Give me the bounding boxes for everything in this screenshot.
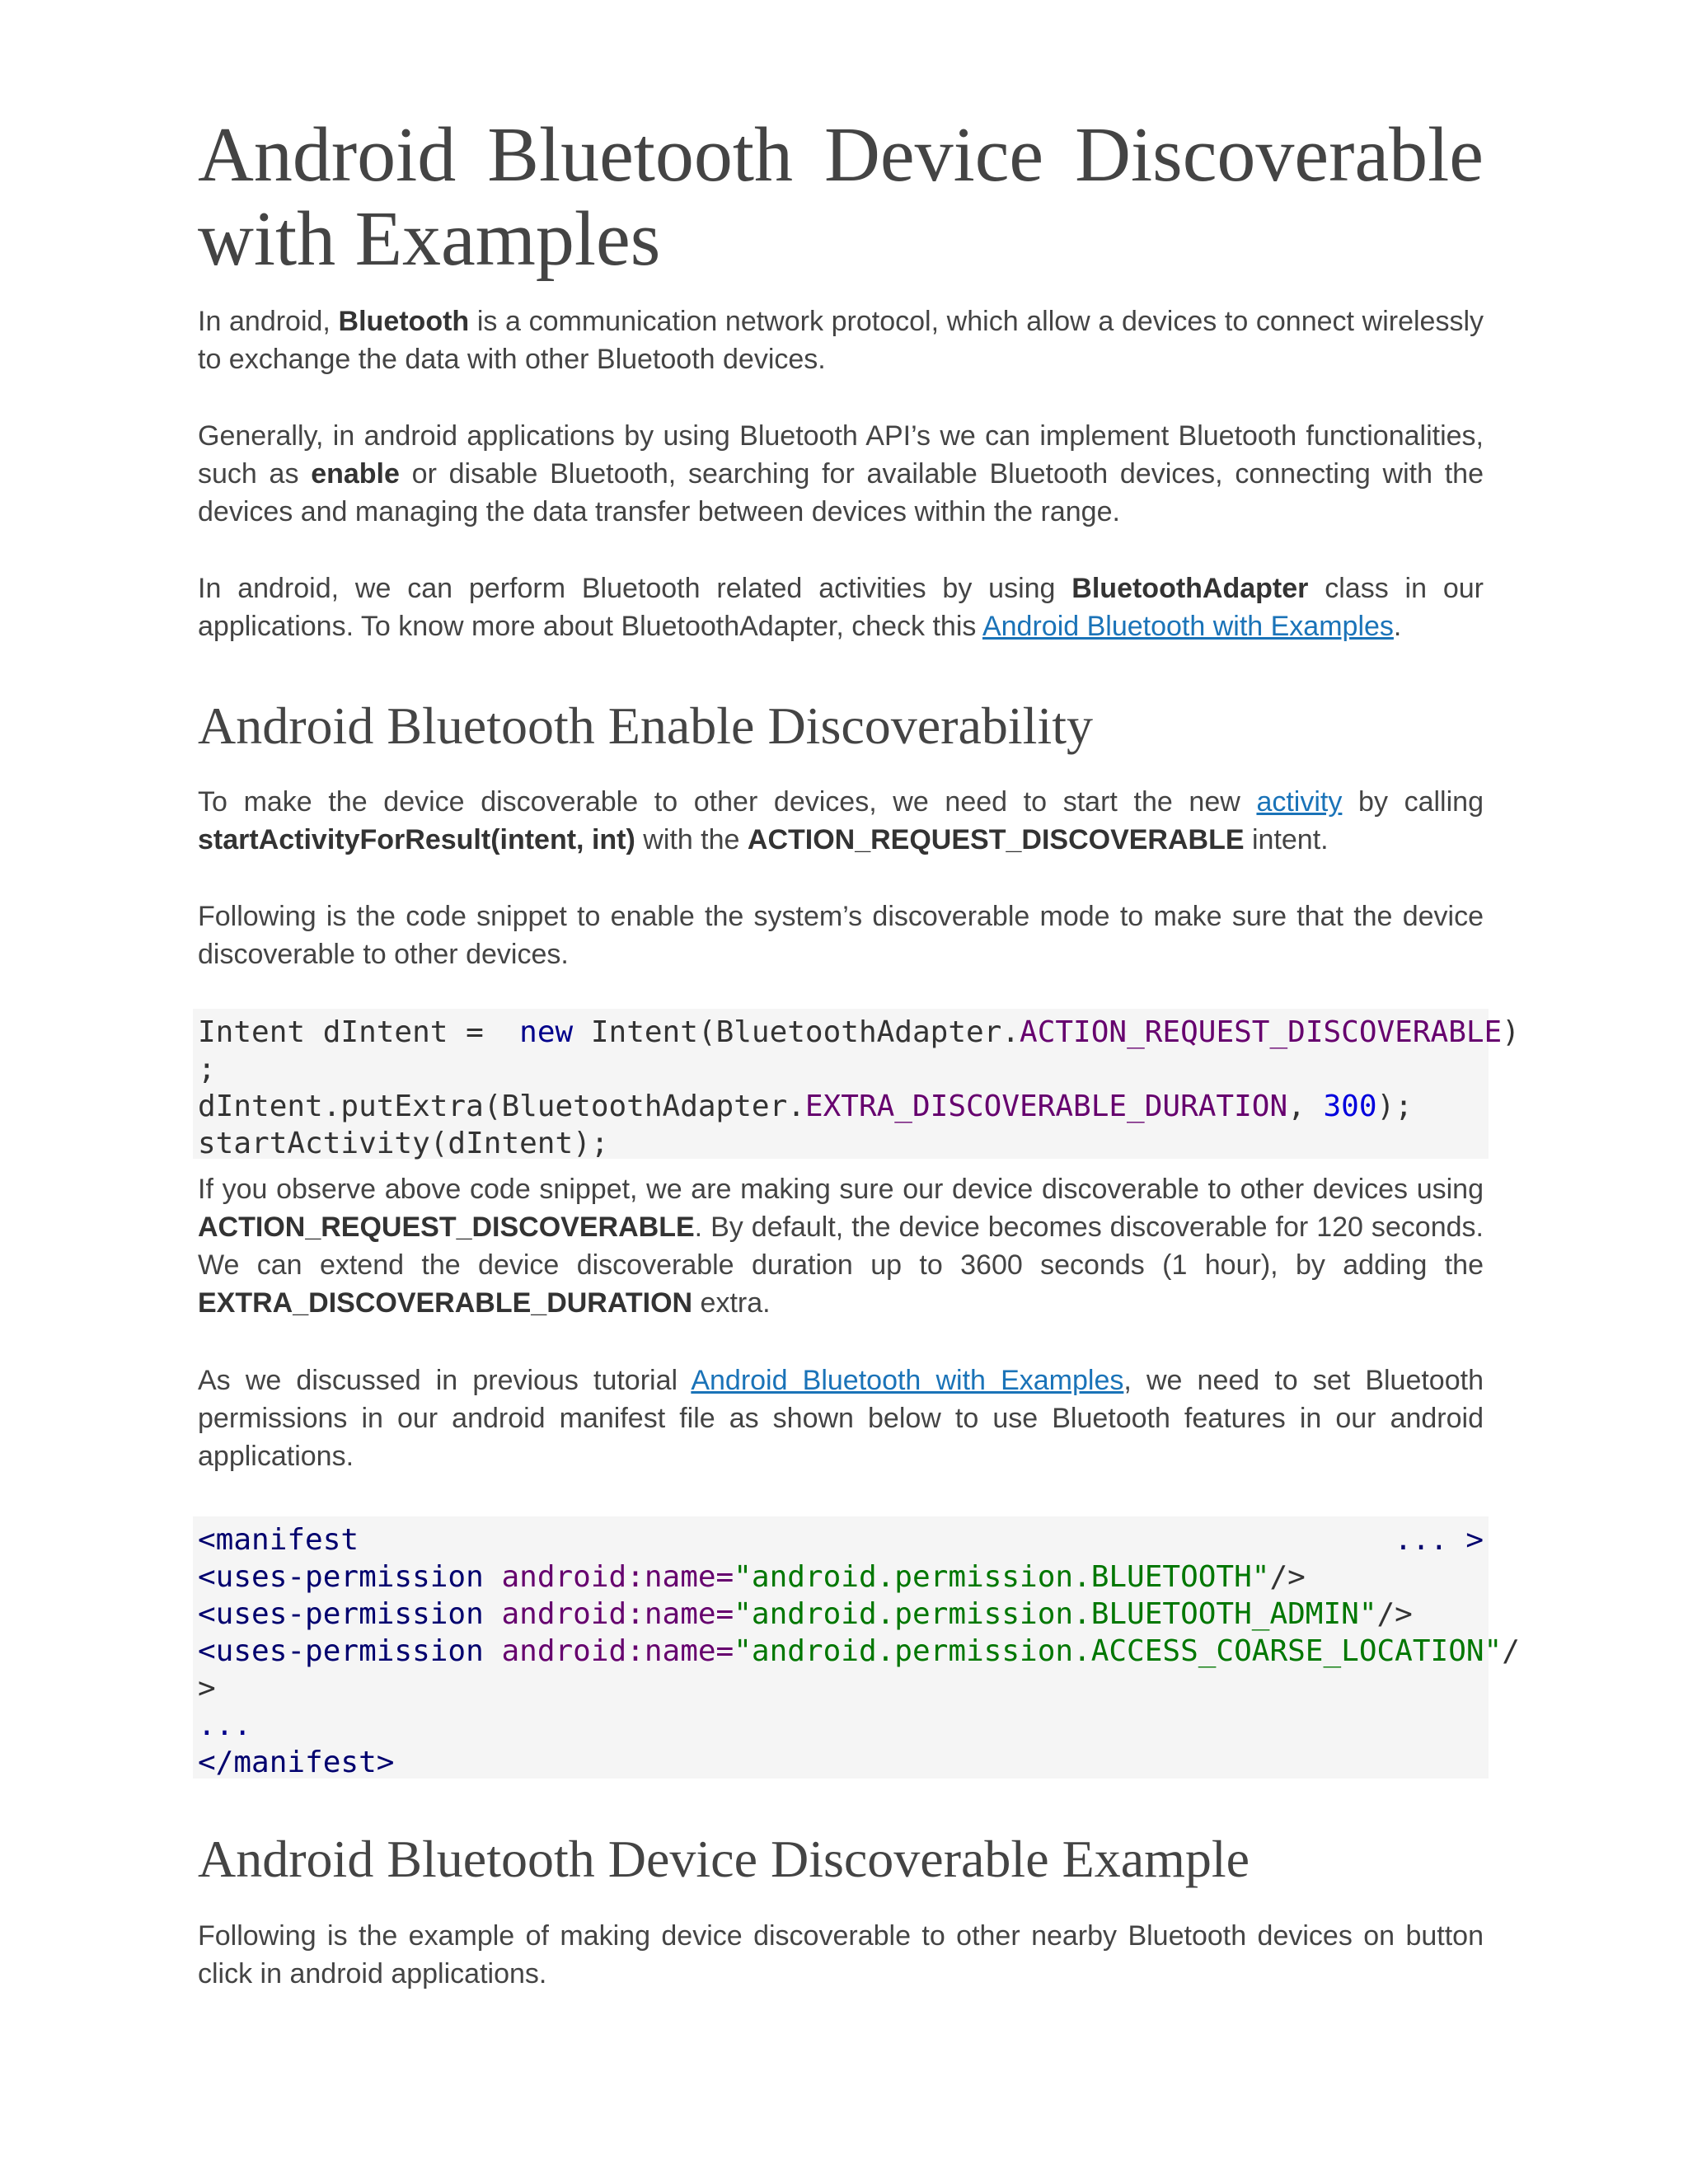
code-attr: android:name= xyxy=(501,1560,734,1594)
bold-term: ACTION_REQUEST_DISCOVERABLE xyxy=(198,1212,695,1243)
code-text: dIntent.putExtra(BluetoothAdapter. xyxy=(198,1090,805,1123)
text: In android, xyxy=(198,306,339,337)
code-text: ); xyxy=(1376,1090,1413,1123)
text: or disable Bluetooth, searching for available Bluetooth devices, connecting with the devices and managing the data transfer between devices within the range. xyxy=(198,458,1484,527)
code-block-discoverable xyxy=(193,1009,1520,1160)
code-text: ) xyxy=(1502,1015,1520,1049)
bluetooth-examples-link[interactable]: Android Bluetooth with Examples xyxy=(982,611,1394,642)
text: If you observe above code snippet, we are making sure our device discoverable to other devices using xyxy=(198,1174,1484,1205)
text: Generally, in android applications by using Bluetooth API’s we can implement Bluetooth functionalities, such as xyxy=(198,420,1484,490)
bold-term: startActivityForResult(intent, int) xyxy=(198,824,635,855)
code-text: / xyxy=(1502,1634,1520,1668)
text: , we need to set Bluetooth permissions in our android manifest file as shown below to use Bluetooth features in our android applications. xyxy=(198,1365,1484,1472)
code-text: /> xyxy=(1269,1560,1306,1594)
code-line xyxy=(198,1014,1520,1051)
text: extra. xyxy=(692,1287,771,1319)
bold-term: BluetoothAdapter xyxy=(1071,573,1309,604)
intro-paragraph-3 xyxy=(198,569,1484,645)
code-string: "android.permission.ACCESS_COARSE_LOCATION" xyxy=(734,1634,1503,1668)
page-title xyxy=(198,113,1484,281)
section1-paragraph-3 xyxy=(198,1170,1484,1322)
code-line xyxy=(198,1088,1484,1125)
code-line xyxy=(198,1521,1484,1558)
activity-link[interactable]: activity xyxy=(1256,786,1343,818)
text: . By default, the device becomes discoverable for 120 seconds. We can extend the device discoverable duration up to 3600 seconds (1 hour), by adding the xyxy=(198,1212,1484,1281)
text: As we discussed in previous tutorial xyxy=(198,1365,692,1396)
text: with the xyxy=(635,824,748,855)
code-line xyxy=(198,1596,1484,1633)
code-line: </manifest> xyxy=(198,1746,395,1779)
code-text: /> xyxy=(1376,1597,1413,1631)
code-line: startActivity(dIntent); xyxy=(198,1127,609,1160)
code-attr: android:name= xyxy=(501,1597,734,1631)
bold-term: EXTRA_DISCOVERABLE_DURATION xyxy=(198,1287,693,1319)
text: To make the device discoverable to other devices, we need to start the new xyxy=(198,786,1257,818)
code-text: Intent dIntent = xyxy=(198,1015,520,1049)
text: is a communication network protocol, which allow a devices to connect wirelessly to exchange the data with other Bluetooth devices. xyxy=(198,306,1484,375)
section1-paragraph-2: Following is the code snippet to enable the system’s discoverable mode to make sure that the device discoverable to other devices. xyxy=(198,901,1484,970)
text: intent. xyxy=(1244,824,1329,855)
code-tag: <uses-permission xyxy=(198,1634,484,1668)
code-line: ... xyxy=(198,1708,252,1742)
text: by calling xyxy=(1342,786,1484,818)
code-text: , xyxy=(1287,1090,1324,1123)
page-title-line-1: Android Bluetooth Device Discoverable xyxy=(198,112,1484,198)
code-line xyxy=(198,1558,1484,1596)
text: In android, we can perform Bluetooth related activities by using xyxy=(198,573,1072,604)
intro-paragraph-2 xyxy=(198,417,1484,531)
bold-term: enable xyxy=(311,458,400,490)
code-line xyxy=(198,1633,1520,1670)
section1-paragraph-1 xyxy=(198,783,1484,859)
text: class in our applications. To know more about BluetoothAdapter, check this xyxy=(198,573,1484,642)
bluetooth-examples-link-2[interactable]: Android Bluetooth with Examples xyxy=(691,1365,1124,1396)
code-tag: <uses-permission xyxy=(198,1560,484,1594)
bold-term: Bluetooth xyxy=(338,306,470,337)
bold-term: ACTION_REQUEST_DISCOVERABLE xyxy=(747,824,1245,855)
page-title-line-2: with Examples xyxy=(198,196,661,282)
code-text: Intent(BluetoothAdapter. xyxy=(573,1015,1020,1049)
code-string: "android.permission.BLUETOOTH_ADMIN" xyxy=(734,1597,1377,1631)
code-tag: <manifest xyxy=(198,1523,359,1557)
code-constant: EXTRA_DISCOVERABLE_DURATION xyxy=(804,1090,1288,1123)
code-keyword: new xyxy=(519,1015,574,1049)
section1-paragraph-4 xyxy=(198,1361,1484,1475)
section-heading-discoverable-example: Android Bluetooth Device Discoverable Example xyxy=(198,1830,1250,1888)
intro-paragraph-1 xyxy=(198,302,1484,378)
code-string: "android.permission.BLUETOOTH" xyxy=(734,1560,1270,1594)
code-block-manifest xyxy=(193,1516,1520,1779)
code-attr: android:name= xyxy=(501,1634,734,1668)
text: . xyxy=(1393,611,1402,642)
code-tag: <uses-permission xyxy=(198,1597,484,1631)
code-constant: ACTION_REQUEST_DISCOVERABLE xyxy=(1020,1015,1503,1049)
code-line: ; xyxy=(198,1052,216,1086)
code-number: 300 xyxy=(1323,1090,1377,1123)
code-line: > xyxy=(198,1671,216,1705)
code-tag: ... > xyxy=(1394,1523,1484,1557)
section2-paragraph-1: Following is the example of making device discoverable to other nearby Bluetooth devices on button click in android applications. xyxy=(198,1920,1484,1990)
section-heading-enable-discoverability: Android Bluetooth Enable Discoverability xyxy=(198,696,1093,755)
